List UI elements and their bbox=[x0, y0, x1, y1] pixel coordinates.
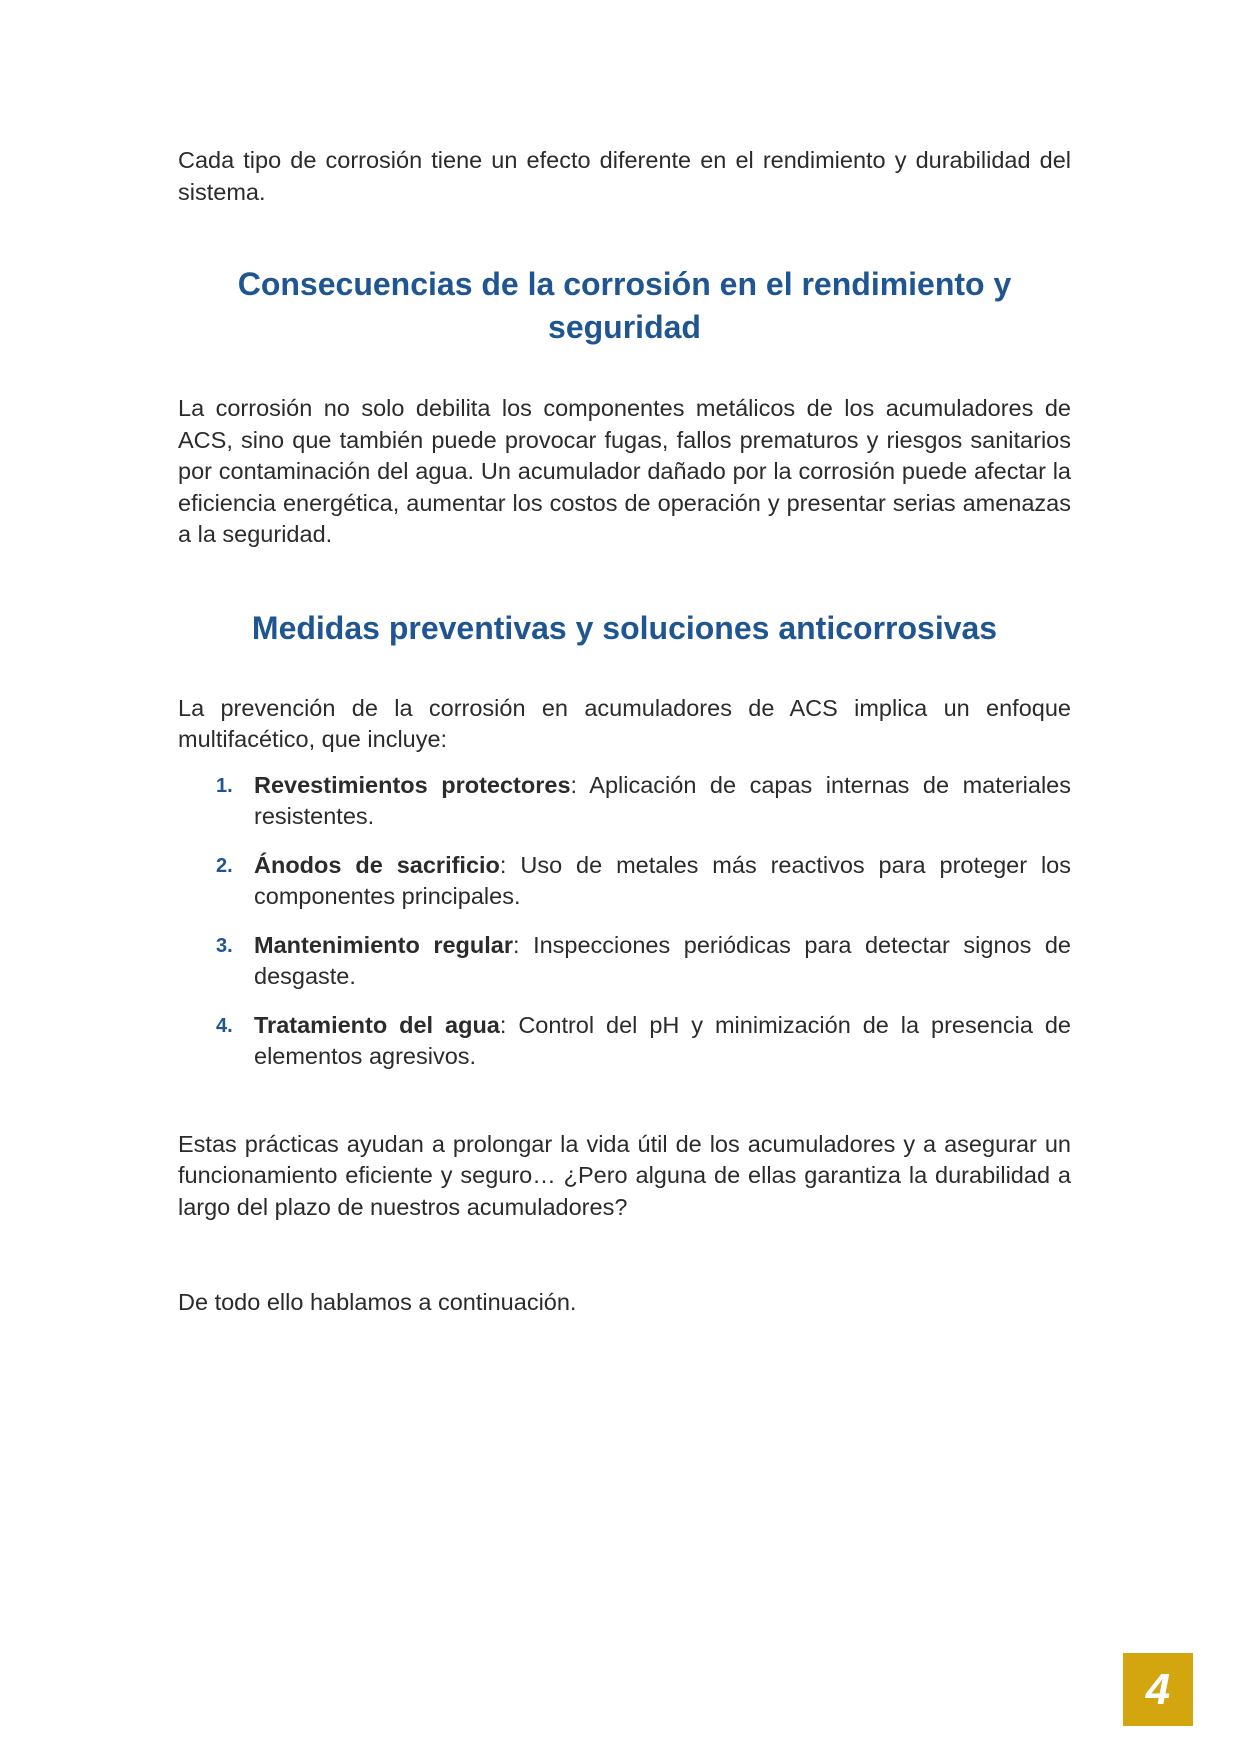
list-item-number: 4. bbox=[216, 1014, 233, 1037]
list-item bbox=[178, 850, 1071, 913]
page-number-badge: 4 bbox=[1123, 1653, 1193, 1726]
list-item-term: Ánodos de sacrificio bbox=[254, 851, 500, 878]
section-heading-preventive: Medidas preventivas y soluciones anticorrosivas bbox=[251, 609, 998, 646]
list-item bbox=[178, 930, 1071, 993]
list-item-term: Mantenimiento regular bbox=[254, 931, 514, 958]
list-item-text: : Aplicación de capas internas de materiales resistentes. bbox=[254, 771, 1071, 829]
list-item-text: : Inspecciones periódicas para detectar signos de desgaste. bbox=[254, 931, 1071, 989]
list-item bbox=[178, 770, 1071, 833]
list-item-number: 2. bbox=[216, 854, 233, 877]
section-heading-consequences: Consecuencias de la corrosión en el rendimiento y seguridad bbox=[237, 266, 1012, 345]
page-content bbox=[178, 145, 1071, 1319]
consequences-paragraph: La corrosión no solo debilita los componentes metálicos de los acumuladores de ACS, sino que también puede provocar fugas, fallos prematuros y riesgos sanitarios por contaminación del agua. Un acumulador dañado por la corrosión puede afectar la eficiencia energética, aumentar los costos de operación y presentar serias amenazas a la seguridad. bbox=[178, 395, 1071, 547]
list-item-text: : Uso de metales más reactivos para proteger los componentes principales. bbox=[254, 851, 1071, 909]
closing-paragraph: Estas prácticas ayudan a prolongar la vida útil de los acumuladores y a asegurar un funcionamiento eficiente y seguro… ¿Pero alguna de ellas garantiza la durabilidad a largo del plazo de nuestros acumuladores? bbox=[178, 1130, 1071, 1220]
intro-paragraph: Cada tipo de corrosión tiene un efecto diferente en el rendimiento y durabilidad del sistema. bbox=[178, 147, 1071, 205]
list-item-text: : Control del pH y minimización de la presencia de elementos agresivos. bbox=[254, 1011, 1071, 1069]
list-item-number: 1. bbox=[216, 774, 233, 797]
list-item-term: Revestimientos protectores bbox=[254, 771, 571, 798]
preventive-intro-paragraph: La prevención de la corrosión en acumuladores de ACS implica un enfoque multifacético, que incluye: bbox=[178, 694, 1071, 752]
preventive-measures-list bbox=[178, 770, 1071, 1073]
list-item-number: 3. bbox=[216, 934, 233, 957]
list-item-term: Tratamiento del agua bbox=[254, 1011, 500, 1038]
final-paragraph: De todo ello hablamos a continuación. bbox=[178, 1289, 577, 1315]
list-item bbox=[178, 1010, 1071, 1073]
